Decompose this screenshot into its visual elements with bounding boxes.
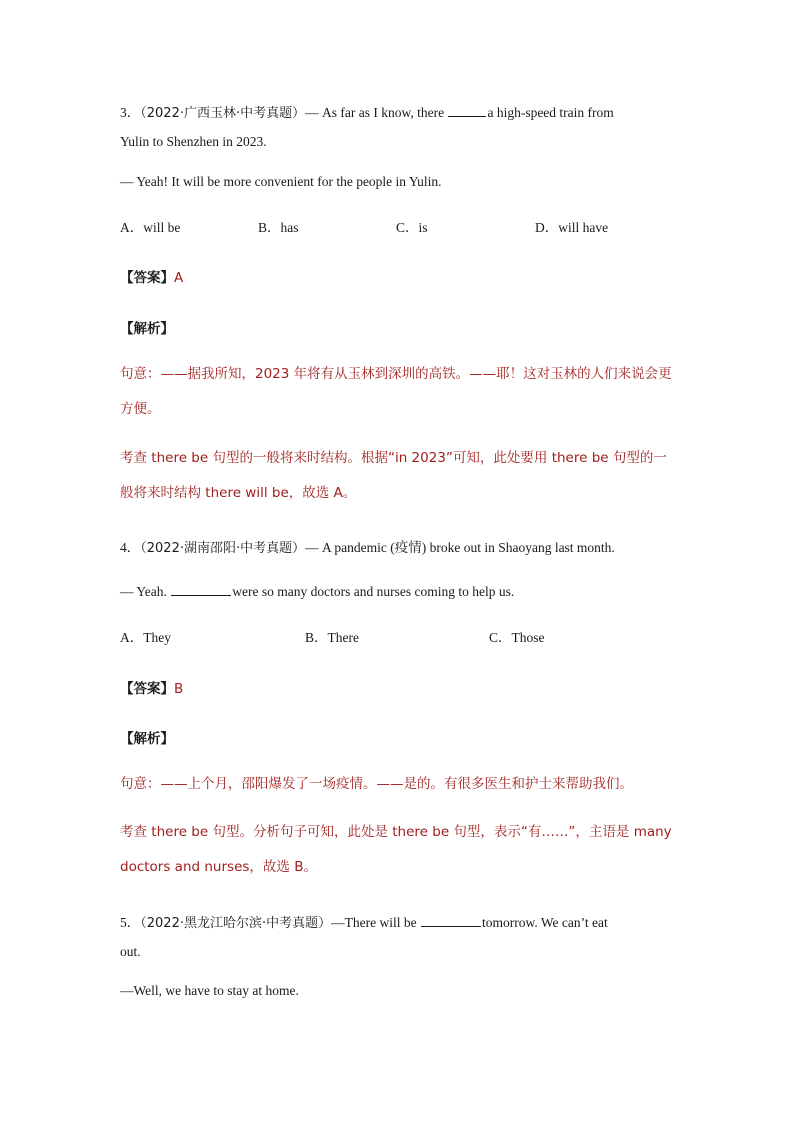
q5-stem-line3: —Well, we have to stay at home. xyxy=(120,983,299,998)
q4-stem-line1 xyxy=(120,536,694,556)
q4-explain: 考查 there be 句型。分析句子可知，此处是 there be 句型，表示“有……”，主语是 many doctors and nurses，故选 B。 xyxy=(120,824,672,875)
q3-answer-value: A xyxy=(174,270,184,286)
q4-text: — A pandemic (疫情) broke out in Shaoyang last month. xyxy=(305,540,615,555)
q4-answer-label: 【答案】 xyxy=(120,681,174,697)
q3-analysis-label: 【解析】 xyxy=(120,321,174,337)
q4-option-c[interactable]: C．Those xyxy=(489,630,545,645)
q5-text-pre: —There will be xyxy=(331,915,417,930)
q4-number: 4． xyxy=(120,540,141,555)
q4-source: （2022·湖南邵阳·中考真题） xyxy=(140,541,306,556)
q4-meaning: 句意：——上个月，邵阳爆发了一场疫情。——是的。有很多医生和护士来帮助我们。 xyxy=(120,776,633,792)
q3-stem-line3: — Yeah! It will be more convenient for the people in Yulin. xyxy=(120,174,442,189)
q5-stem-line2: out. xyxy=(120,944,141,959)
q4-text-post: were so many doctors and nurses coming to help us. xyxy=(232,584,515,599)
q3-stem-line1 xyxy=(120,101,694,121)
q3-option-d[interactable]: D．will have xyxy=(535,220,609,235)
q5-blank[interactable] xyxy=(421,914,481,927)
q3-option-c[interactable]: C．is xyxy=(396,220,428,235)
q3-number: 3． xyxy=(120,105,141,120)
q5-source: （2022·黑龙江哈尔滨·中考真题） xyxy=(140,916,332,931)
q3-text-post: a high-speed train from xyxy=(487,105,614,120)
q5-number: 5． xyxy=(120,915,141,930)
q3-stem-line2: Yulin to Shenzhen in 2023. xyxy=(120,134,267,149)
q4-option-a[interactable]: A．They xyxy=(120,630,171,645)
q3-meaning: 句意：——据我所知，2023 年将有从玉林到深圳的高铁。——耶！这对玉林的人们来说会更方便。 xyxy=(120,366,672,417)
q3-source: （2022·广西玉林·中考真题） xyxy=(140,106,306,121)
q3-option-a[interactable]: A．will be xyxy=(120,220,181,235)
q4-blank[interactable] xyxy=(171,583,231,596)
q4-stem-line2 xyxy=(120,583,694,600)
q3-answer xyxy=(120,266,183,286)
q3-blank[interactable] xyxy=(448,104,486,117)
q4-answer xyxy=(120,677,183,697)
q5-text-post: tomorrow. We can’t eat xyxy=(481,915,608,930)
q3-answer-label: 【答案】 xyxy=(120,270,174,286)
q4-analysis-label: 【解析】 xyxy=(120,731,174,747)
q3-explain: 考查 there be 句型的一般将来时结构。根据“in 2023”可知，此处要用 there be 句型的一般将来时结构 there will be，故选 A。 xyxy=(120,450,667,501)
q4-answer-value: B xyxy=(174,681,184,697)
q5-stem-line1 xyxy=(120,911,694,931)
q3-text-pre: — As far as I know, there xyxy=(305,105,445,120)
q4-option-b[interactable]: B．There xyxy=(305,630,359,645)
q4-text-pre: — Yeah. xyxy=(120,584,167,599)
q3-option-b[interactable]: B．has xyxy=(258,220,299,235)
